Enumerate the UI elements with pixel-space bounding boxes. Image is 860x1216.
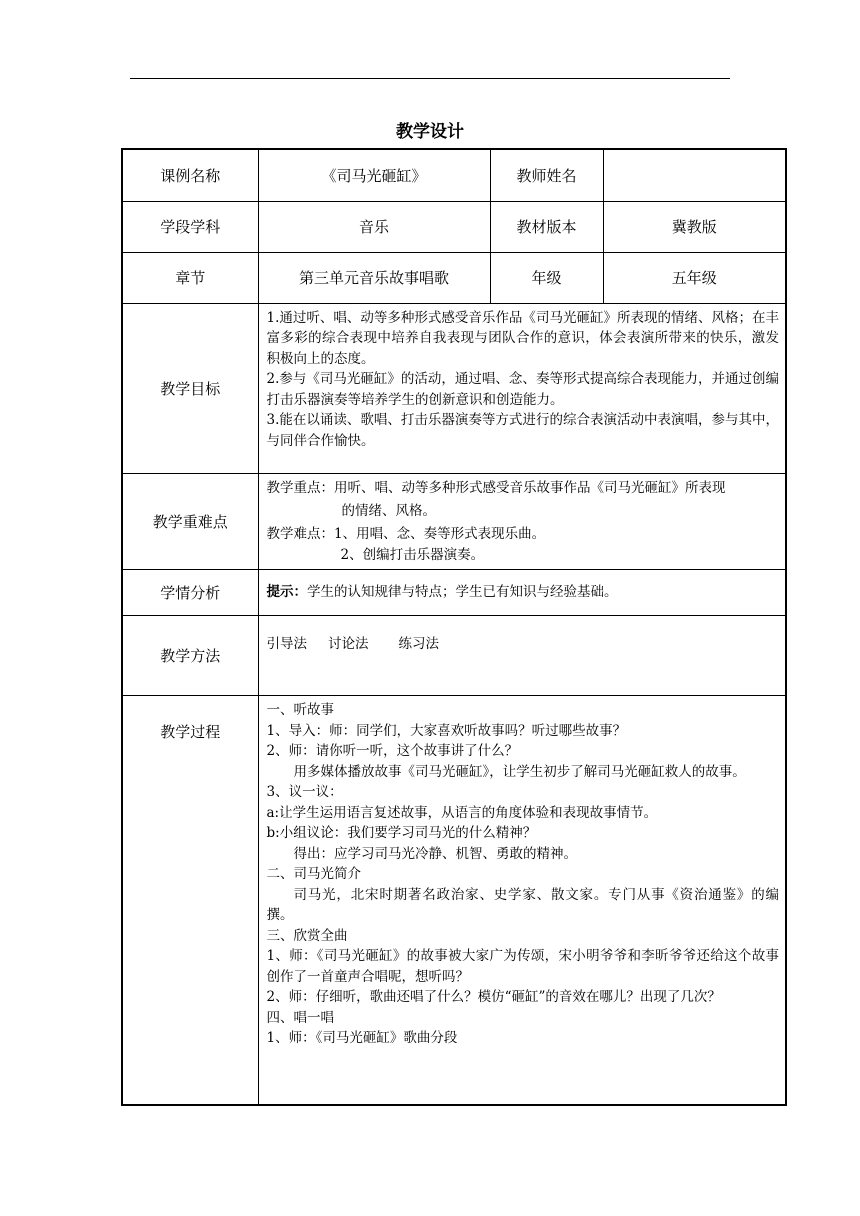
- process-line: 2、师：请你听一听，这个故事讲了什么？: [266, 743, 519, 759]
- row-chapter: [122, 252, 786, 303]
- document-title: 教学设计: [396, 122, 464, 142]
- row-subject: [122, 201, 786, 252]
- row-objectives: [122, 303, 786, 473]
- process-line: 四、唱一唱: [266, 1009, 334, 1026]
- methods-label: 教学方法: [122, 616, 258, 696]
- focus-line: 教学重点：用听、唱、动等多种形式感受音乐故事作品《司马光砸缸》所表现: [266, 479, 726, 496]
- row-methods: [122, 616, 786, 696]
- process-line: 三、欣赏全曲: [266, 927, 348, 944]
- key-points-label: 教学重难点: [122, 473, 258, 570]
- lesson-plan-table: [121, 148, 787, 1106]
- chapter-value: 第三单元音乐故事唱歌: [258, 252, 490, 303]
- analysis-text: 学生的认知规律与特点；学生已有知识与经验基础。: [307, 584, 618, 601]
- teacher-value: [603, 149, 786, 201]
- objectives-label: 教学目标: [122, 303, 258, 473]
- process-content: [258, 696, 786, 1105]
- grade-label: 年级: [490, 252, 603, 303]
- process-line: 得出：应学习司马光冷静、机智、勇敢的精神。: [293, 845, 577, 862]
- row-analysis: [122, 570, 786, 616]
- subject-label: 学段学科: [122, 201, 258, 252]
- analysis-content: [258, 570, 786, 616]
- method-practice: 练习法: [398, 636, 439, 652]
- process-line: a:让学生运用语言复述故事，从语言的角度体验和表现故事情节。: [266, 804, 658, 821]
- process-line: 司马光，北宋时期著名政治家、史学家、散文家。专门从事《资治通鉴》的编撰。: [266, 886, 779, 923]
- methods-content: [258, 616, 786, 696]
- subject-value: 音乐: [258, 201, 490, 252]
- method-discussion: 讨论法: [328, 636, 369, 652]
- textbook-label: 教材版本: [490, 201, 603, 252]
- difficulty-line: 教学难点：1、用唱、念、奏等形式表现乐曲。: [266, 526, 546, 542]
- difficulty-continued: 2、创编打击乐器演奏。: [340, 546, 485, 563]
- row-course: [122, 149, 786, 201]
- process-line: b:小组议论：我们要学习司马光的什么精神？: [266, 825, 537, 841]
- header-rule: [130, 78, 730, 79]
- process-line: 1、导入：师：同学们，大家喜欢听故事吗？听过哪些故事？: [266, 722, 627, 739]
- textbook-value: 冀教版: [603, 201, 786, 252]
- course-label: 课例名称: [122, 149, 258, 201]
- objective-2: 2.参与《司马光砸缸》的活动，通过唱、念、奏等形式提高综合表现能力，并通过创编打击乐器演奏等培养学生的创新意识和创造能力。: [266, 371, 779, 408]
- objective-3: 3.能在以诵读、歌唱、打击乐器演奏等方式进行的综合表演活动中表演唱，参与其中，与同伴合作愉快。: [266, 412, 779, 449]
- process-line: 一、听故事: [266, 702, 334, 718]
- grade-value: 五年级: [603, 252, 786, 303]
- process-line: 2、师：仔细听，歌曲还唱了什么？模仿“砸缸”的音效在哪儿？出现了几次？: [266, 989, 721, 1005]
- objectives-content: [258, 303, 786, 473]
- process-line: 1、师：《司马光砸缸》的故事被大家广为传颂，宋小明爷爷和李昕爷爷还给这个故事创作了一首童声合唱呢，想听吗？: [266, 948, 779, 985]
- process-line: 用多媒体播放故事《司马光砸缸》，让学生初步了解司马光砸缸救人的故事。: [293, 763, 746, 780]
- hint-label: 提示：: [266, 584, 307, 601]
- chapter-label: 章节: [122, 252, 258, 303]
- teacher-label: 教师姓名: [490, 149, 603, 201]
- process-line: 1、师：《司马光砸缸》歌曲分段: [266, 1030, 458, 1046]
- focus-continued: 的情绪、风格。: [341, 503, 436, 519]
- course-value: 《司马光砸缸》: [258, 149, 490, 201]
- process-line: 二、司马光简介: [266, 866, 361, 882]
- process-line: 3、议一议：: [266, 784, 343, 800]
- process-label: 教学过程: [122, 696, 258, 1105]
- analysis-label: 学情分析: [122, 570, 258, 616]
- row-key-points: [122, 473, 786, 570]
- key-points-content: [258, 473, 786, 570]
- row-process: [122, 696, 786, 1105]
- method-guidance: 引导法: [266, 636, 307, 652]
- objective-1: 1.通过听、唱、动等多种形式感受音乐作品《司马光砸缸》所表现的情绪、风格；在丰富多彩的综合表现中培养自我表现与团队合作的意识，体会表演所带来的快乐，激发积极向上的态度。: [266, 309, 779, 367]
